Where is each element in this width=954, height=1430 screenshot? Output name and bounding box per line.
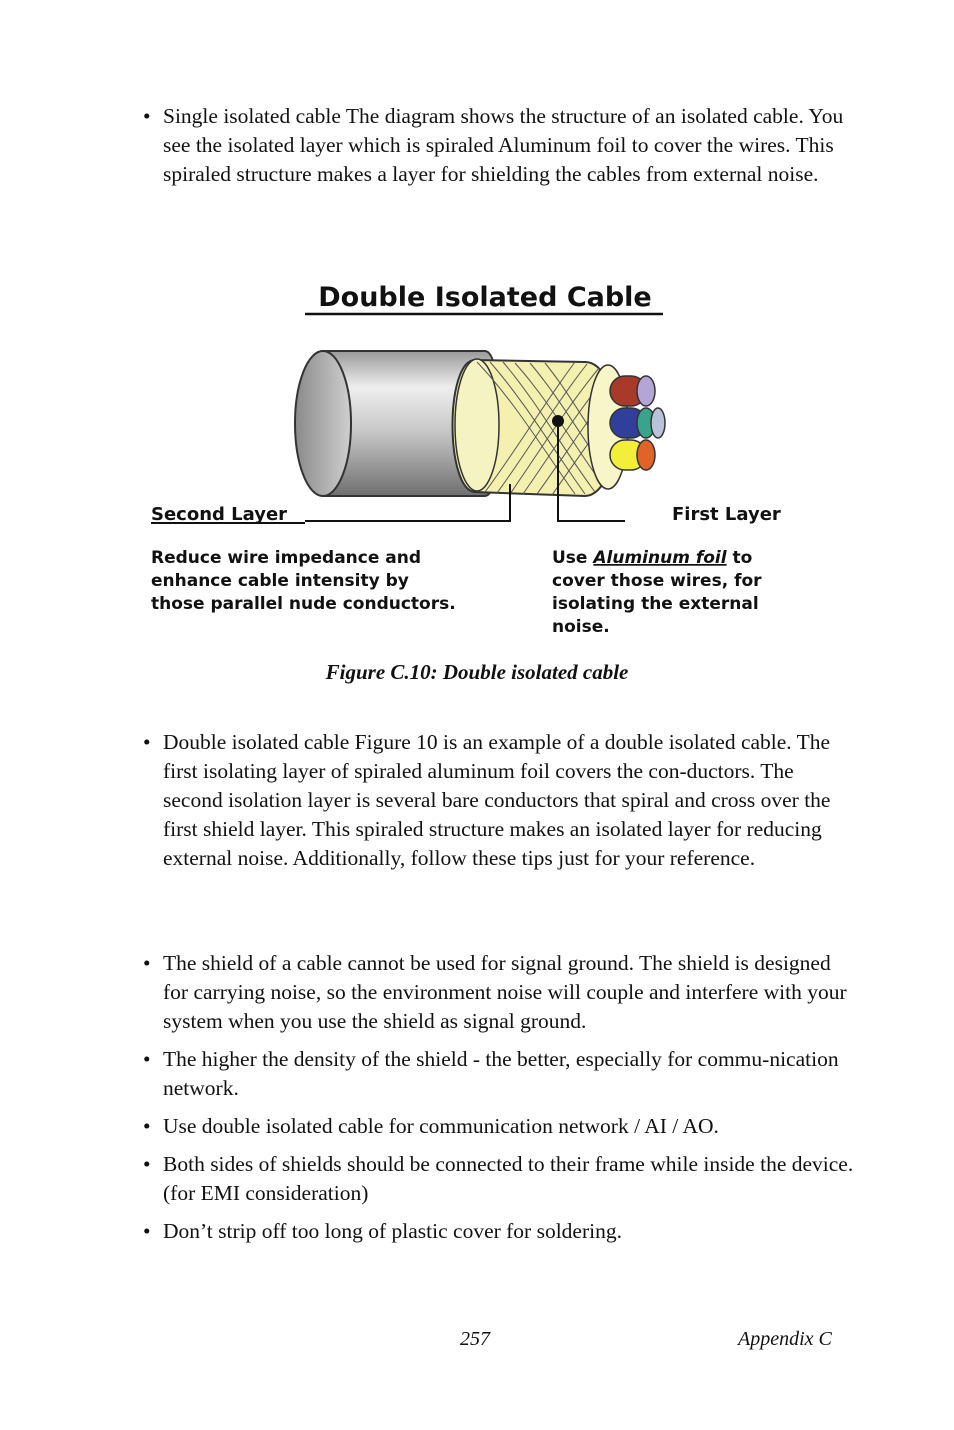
first-layer-description (552, 548, 762, 637)
bullet-marker: • (143, 1047, 151, 1071)
tip-item (143, 949, 855, 1036)
cable-diagram (105, 262, 845, 654)
tip-item (143, 1150, 855, 1208)
second-layer-description (151, 548, 456, 614)
intro-bullet-text: Single isolated cable The diagram shows the structure of an isolated cable. You see the isolated layer which is spiraled Aluminum foil to cover the wires. This spiraled structure makes a layer for shielding the cables from external noise. (163, 104, 844, 186)
bullet-marker: • (143, 730, 151, 754)
wire-lavender (637, 376, 655, 406)
tip-item (143, 1112, 855, 1141)
page-number: 257 (460, 1328, 490, 1350)
tip-text: Use double isolated cable for communication network / AI / AO. (163, 1114, 719, 1138)
bullet-marker: • (143, 1219, 151, 1243)
figure-caption: Figure C.10: Double isolated cable (325, 660, 629, 684)
tip-text: The shield of a cable cannot be used for signal ground. The shield is designed for carrying noise, so the environment noise will couple and interfere with your system when you use the shield as signal ground. (163, 951, 847, 1033)
first-layer-desc-line (552, 548, 752, 568)
tip-text: Both sides of shields should be connected to their frame while inside the device. (for EMI consideration) (163, 1152, 854, 1205)
second-layer-desc-line: those parallel nude conductors. (151, 594, 456, 614)
second-layer-label: Second Layer (151, 504, 288, 525)
first-layer-desc-line: isolating the external (552, 594, 759, 614)
bullet-marker: • (143, 951, 151, 975)
first-layer-desc-line: cover those wires, for (552, 571, 762, 591)
section-label: Appendix C (738, 1328, 832, 1350)
tip-item (143, 1045, 855, 1103)
inner-wires (610, 376, 665, 470)
second-layer-desc-line: enhance cable intensity by (151, 571, 409, 591)
first-layer-desc-line: noise. (552, 617, 610, 637)
bullet-marker: • (143, 1152, 151, 1176)
desc-highlight: Aluminum foil (593, 548, 727, 568)
double-bullet-text: Double isolated cable Figure 10 is an example of a double isolated cable. The first isolating layer of spiraled aluminum foil covers the con-ductors. The second isolation layer is several bare conductors that spiral and cross over the first shield layer. This spiraled structure makes an isolated layer for reducing external noise. Additionally, follow these tips just for your reference. (163, 730, 831, 870)
cable-figure (105, 262, 845, 654)
foil-braid-layer (453, 359, 629, 496)
figure-title: Double Isolated Cable (318, 282, 652, 313)
wire-orange (637, 440, 655, 470)
first-layer-label: First Layer (672, 504, 781, 525)
desc-suffix: to (732, 548, 753, 568)
second-layer-desc-line: Reduce wire impedance and (151, 548, 422, 568)
first-layer-dot (552, 415, 564, 427)
tip-text: Don’t strip off too long of plastic cover for soldering. (163, 1219, 622, 1243)
tip-text: The higher the density of the shield - the better, especially for commu-nication network. (163, 1047, 839, 1100)
bullet-marker: • (143, 1114, 151, 1138)
intro-bullet (143, 102, 855, 189)
wire-gray (651, 408, 665, 438)
desc-prefix: Use (552, 548, 588, 568)
double-bullet (143, 728, 855, 873)
bullet-marker: • (143, 104, 151, 128)
tip-item (143, 1217, 855, 1246)
